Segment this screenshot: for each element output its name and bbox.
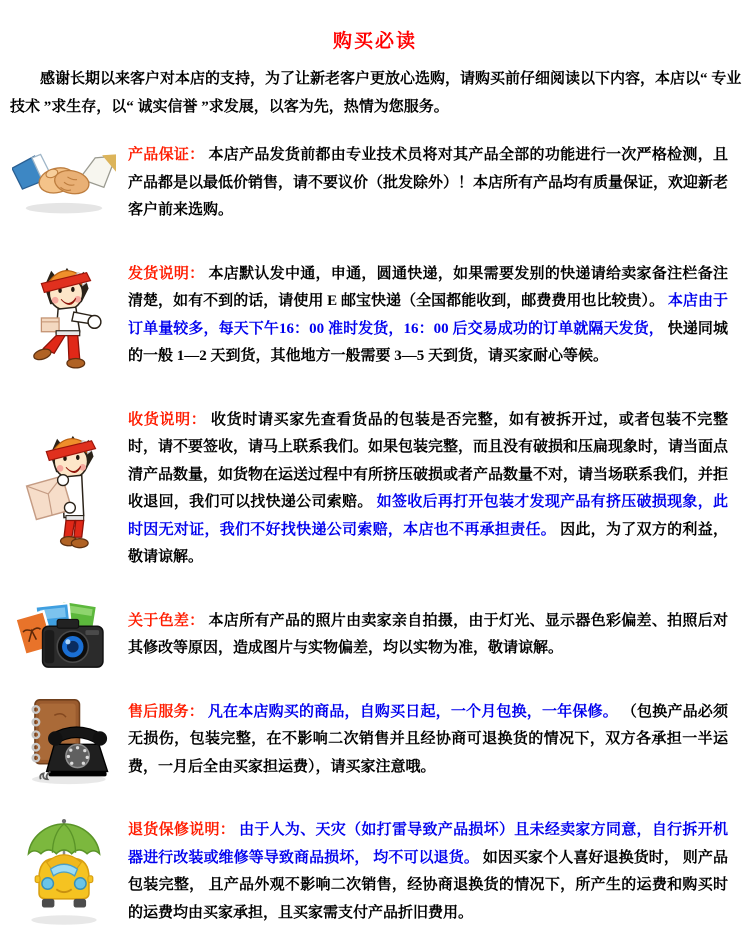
delivery-boy-walking-icon bbox=[0, 257, 128, 375]
delivery-boy-box-icon bbox=[0, 425, 128, 553]
section-body-text: 本店所有产品的照片由卖家亲自拍摄，由于灯光、显示器色彩偏差、拍照后对其修改等原因，造成图片与实物偏差，均以实物为准，敬请谅解。 bbox=[128, 612, 728, 656]
section-text bbox=[128, 142, 750, 225]
section-body-text: 本店默认发中通，申通，圆通快递，如果需要发别的快递请给卖家备注栏备注清楚，如有不到的话，请使用 E 邮宝快递（全国都能收到，邮费费用也比较贵）。 bbox=[128, 265, 728, 309]
section-label: 发货说明： bbox=[128, 265, 205, 282]
section-label: 产品保证： bbox=[128, 147, 205, 163]
section-highlight-text: 由于人为、天灾（如打雷导致产品损坏）且未经卖家方同意，自行拆开机器进行改装或维修等导致商品损坏， 均不可以退货。 bbox=[128, 822, 728, 866]
handshake-icon bbox=[0, 146, 128, 220]
section-text bbox=[128, 817, 750, 927]
camera-icon bbox=[0, 597, 128, 673]
section-text bbox=[128, 407, 750, 572]
section-receiving-note bbox=[0, 392, 750, 587]
section-text bbox=[128, 608, 750, 663]
section-return-warranty bbox=[0, 802, 750, 942]
page-title: 购买必读 bbox=[332, 31, 417, 52]
section-label: 售后服务： bbox=[128, 703, 204, 720]
section-highlight-text: 如签收后再打开包装才发现产品有挤压破损现象，此时因无对证，我们不好找快递公司索赔，本店也不再承担责任。 bbox=[128, 494, 728, 538]
section-label: 退货保修说明： bbox=[128, 822, 236, 838]
section-body-text: 因此，为了双方的利益，敬请谅解。 bbox=[128, 521, 728, 565]
section-body-text: 如因买家个人喜好退换货时， 则产品包装完整， 且产品外观不影响二次销售，经协商退换货的情况下，所产生的运费和购买时的运费均由买家承担，且买家需支付产品折旧费用。 bbox=[128, 849, 728, 921]
intro-paragraph: 感谢长期以来客户对本店的支持，为了让新老客户更放心选购，请购买前仔细阅读以下内容，本店以“ 专业技术 ”求生存，以“ 诚实信誉 ”求发展，以客为先，热情为您服务。 bbox=[10, 71, 742, 115]
section-label: 关于色差： bbox=[128, 612, 205, 629]
section-after-sale-service bbox=[0, 684, 750, 797]
section-body-text: 本店产品发货前都由专业技术员将对其产品全部的功能进行一次严格检测，且产品都是以最低价销售，请不要议价（批发除外）！本店所有产品均有质量保证，欢迎新老客户前来选购。 bbox=[128, 147, 729, 218]
section-body-text: 收货时请买家先查看货品的包装是否完整，如有被拆开过，或者包装不完整时，请不要签收，请马上联系我们。如果包装完整，而且没有破损和压扁现象时，请当面点清产品数量，如货物在运送过程中有所挤压破损或者产品数量不对，请当场联系我们，并拒收退回，我们可以找快递公司索赔。 bbox=[128, 411, 729, 510]
section-product-guarantee bbox=[0, 127, 750, 240]
section-shipping-note bbox=[0, 246, 750, 386]
section-text bbox=[128, 699, 750, 782]
section-highlight-text: 本店由于订单量较多，每天下午16：00 准时发货，16：00 后交易成功的订单就隔天发货， bbox=[128, 293, 728, 337]
section-highlight-text: 凡在本店购买的商品，自购买日起，一个月包换，一年保修。 bbox=[207, 703, 618, 720]
section-label: 收货说明： bbox=[128, 411, 207, 428]
car-umbrella-icon bbox=[0, 816, 128, 928]
section-body-text: （包换产品必须无损伤，包装完整，在不影响二次销售并且经协商可退换货的情况下，双方各承担一半运费，一月后全由买家担运费），请买家注意哦。 bbox=[128, 703, 728, 775]
section-color-difference bbox=[0, 593, 750, 678]
section-text bbox=[128, 261, 750, 371]
section-body-text: 快递同城的一般 1—2 天到货，其他地方一般需要 3—5 天到货，请买家耐心等候。 bbox=[128, 320, 728, 364]
telephone-icon bbox=[0, 694, 128, 786]
